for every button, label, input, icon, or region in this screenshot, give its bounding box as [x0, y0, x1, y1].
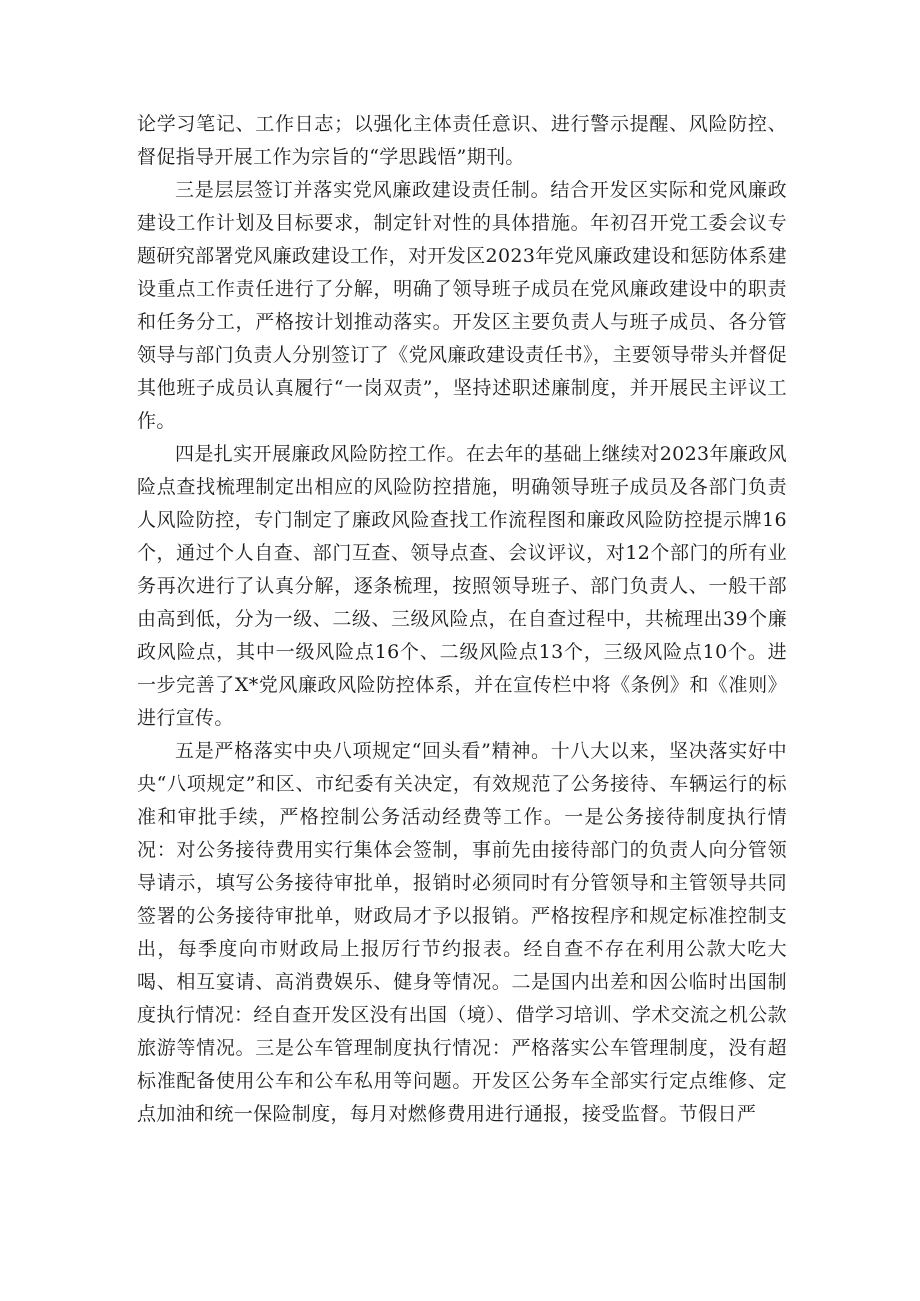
document-body	[137, 108, 787, 1131]
paragraph-responsibility-system: 三是层层签订并落实党风廉政建设责任制。结合开发区实际和党风廉政建设工作计划及目标要求，制定针对性的具体措施。年初召开党工委会议专题研究部署党风廉政建设工作，对开发区2023年党风廉政建设和惩防体系建设重点工作责任进行了分解，明确了领导班子成员在党风廉政建设中的职责和任务分工，严格按计划推动落实。开发区主要负责人与班子成员、各分管领导与部门负责人分别签订了《党风廉政建设责任书》，主要领导带头并督促其他班子成员认真履行“一岗双责”，坚持述职述廉制度，并开展民主评议工作。	[137, 179, 787, 432]
paragraph-eight-regulations: 五是严格落实中央八项规定“回头看”精神。十八大以来，坚决落实好中央“八项规定”和区、市纪委有关决定，有效规范了公务接待、车辆运行的标准和审批手续，严格控制公务活动经费等工作。一是公务接待制度执行情况：对公务接待费用实行集体会签制，事前先由接待部门的负责人向分管领导请示，填写公务接待审批单，报销时必须同时有分管领导和主管领导共同签署的公务接待审批单，财政局才予以报销。严格按程序和规定标准控制支出，每季度向市财政局上报厉行节约报表。经自查不存在利用公款大吃大喝、相互宴请、高消费娱乐、健身等情况。二是国内出差和因公临时出国制度执行情况：经自查开发区没有出国（境）、借学习培训、学术交流之机公款旅游等情况。三是公车管理制度执行情况：严格落实公车管理制度，没有超标准配备使用公车和公车私用等问题。开发区公务车全部实行定点维修、定点加油和统一保险制度，每月对燃修费用进行通报，接受监督。节假日严	[137, 740, 787, 1125]
paragraph-continuation: 论学习笔记、工作日志；以强化主体责任意识、进行警示提醒、风险防控、督促指导开展工作为宗旨的“学思践悟”期刊。	[137, 113, 787, 168]
paragraph-risk-prevention: 四是扎实开展廉政风险防控工作。在去年的基础上继续对2023年廉政风险点查找梳理制定出相应的风险防控措施，明确领导班子成员及各部门负责人风险防控，专门制定了廉政风险查找工作流程图和廉政风险防控提示牌16个，通过个人自查、部门互查、领导点查、会议评议，对12个部门的所有业务再次进行了认真分解，逐条梳理，按照领导班子、部门负责人、一般干部由高到低，分为一级、二级、三级风险点，在自查过程中，共梳理出39个廉政风险点，其中一级风险点16个、二级风险点13个，三级风险点10个。进一步完善了X*党风廉政风险防控体系，并在宣传栏中将《条例》和《准则》进行宣传。	[137, 443, 787, 729]
